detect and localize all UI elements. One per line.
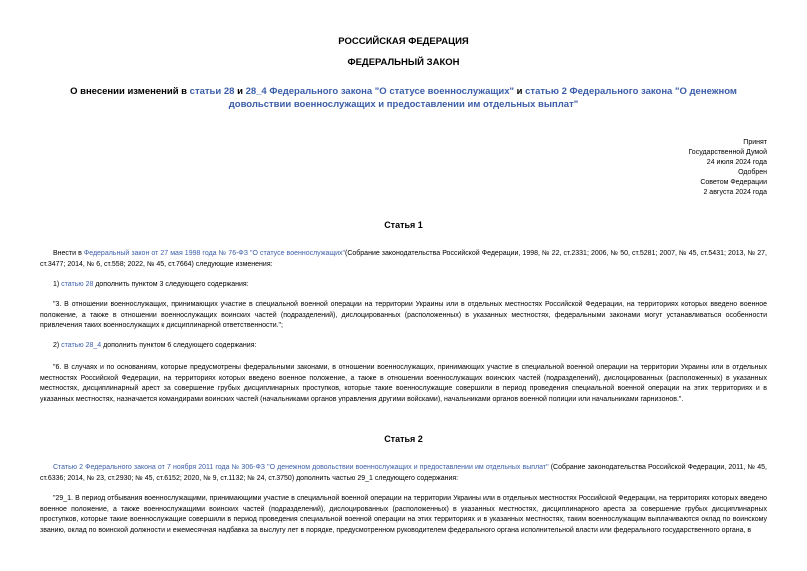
paragraph-text: (Собрание законодательства Российской Федерации, 1998, № 22, ст.2331; 2006, № 50, ст.5281; 2007, № 45, ст.5431; 2013, № 27, ст.3477; 2014, № 6, ст.558; 2022, № 45, ст.7664) следующие изменения: bbox=[40, 250, 767, 268]
title-text: и bbox=[234, 86, 246, 97]
article-2-intro bbox=[40, 463, 767, 484]
article-1-heading: Статья 1 bbox=[384, 220, 423, 230]
law-306-fz-link[interactable]: Статью 2 Федерального закона от 7 ноября 2011 года № 306-ФЗ "О денежном довольствии военнослужащих и предоставлении им отдельных выплат" bbox=[53, 464, 549, 471]
doc-type-header: ФЕДЕРАЛЬНЫЙ ЗАКОН bbox=[347, 57, 460, 68]
article-2-part-29-1: "29_1. В период отбывания военнослужащими, принимающими участие в специальной военной операции на территории Украины или в отдельных местностях Российской Федерации, на территориях которых введено военное положение, а также военнослужащими воинских частей (подразделений), дислоцированных (расположенных) в указанных местностях, дисциплинарного ареста за совершение грубых дисциплинарных проступков, которые такие военнослужащие совершили в период проведения специальной военной операции на этих территориях и в указанных местностях, таким военнослужащим выплачиваются оклад по воинскому званию, оклад по воинской должности и ежемесячная надбавка за выслугу лет в порядке, предусмотренном руководителем федерального органа исполнительной власти или федерального государственного органа, в bbox=[40, 495, 767, 534]
item-number: 2) bbox=[53, 342, 62, 349]
adopted-date: 24 июля 2024 года bbox=[706, 159, 767, 166]
article-1-intro bbox=[40, 249, 767, 270]
article-1-item-1 bbox=[53, 280, 767, 291]
article-2-heading: Статья 2 bbox=[384, 434, 423, 444]
adopted-body: Государственной Думой bbox=[688, 149, 767, 156]
article-1-item-2-text: "6. В случаях и по основаниям, которые предусмотрены федеральными законами, в отношении военнослужащих, принимающих участие в специальной военной операции на территории Украины или в отдельных местностях Российской Федерации, на территориях которых введено военное положение, а также в отношении военнослужащих воинских частей (подразделений), дислоцированных (расположенных) в указанных местностях, дисциплинарный арест за совершение грубых дисциплинарных проступков, которые такие военнослужащие совершили в период проведения специальной военной операции на этих территориях и в указанных местностях, назначается командирами воинских частей (начальниками органов управления другими войсками), начальниками органов военной полиции или начальниками гарнизонов.". bbox=[40, 364, 767, 403]
title-text: и bbox=[514, 86, 526, 97]
law-title bbox=[40, 85, 767, 111]
item-number: 1) bbox=[53, 281, 62, 288]
article-1-item-2 bbox=[53, 341, 767, 352]
title-link-article-28-4[interactable]: 28_4 Федерального закона "О статусе военнослужащих" bbox=[245, 86, 515, 97]
adopted-label: Принят bbox=[743, 139, 767, 146]
paragraph-text: Внести в bbox=[53, 250, 84, 257]
federation-header: РОССИЙСКАЯ ФЕДЕРАЦИЯ bbox=[338, 36, 469, 47]
title-link-article-28[interactable]: статьи 28 bbox=[189, 86, 235, 97]
item-text: дополнить пунктом 3 следующего содержания: bbox=[93, 281, 249, 288]
approved-body: Советом Федерации bbox=[700, 179, 767, 186]
approved-label: Одобрен bbox=[738, 169, 767, 176]
paragraph-text: (Собрание законодательства Российской Федерации, 2011, № 45, ст.6336; 2014, № 23, ст.2930; № 45, ст.6152; 2020, № 9, ст.1132; № 24, ст.3750) дополнить частью 29_1 следующего содержания: bbox=[40, 464, 767, 482]
article-28-link[interactable]: статью 28 bbox=[61, 281, 94, 288]
adoption-info bbox=[688, 138, 767, 198]
article-1-item-1-text: "3. В отношении военнослужащих, принимающих участие в специальной военной операции на территории Украины или в отдельных местностях Российской Федерации, на территориях которых введено военное положение, а также в отношении военнослужащих воинских частей (подразделений), дислоцированных (расположенных) в указанных местностях, федеральными законами могут устанавливаться особенности привлечения таких военнослужащих к дисциплинарной ответственности."; bbox=[40, 301, 767, 329]
title-link-article-2[interactable]: статью 2 Федерального закона "О денежном довольствии военнослужащих и предоставлении им отдельных выплат" bbox=[228, 86, 737, 110]
item-text: дополнить пунктом 6 следующего содержания: bbox=[101, 342, 257, 349]
title-text: О внесении изменений в bbox=[70, 86, 190, 97]
article-28-4-link[interactable]: статью 28_4 bbox=[61, 342, 102, 349]
law-76-fz-link[interactable]: Федеральный закон от 27 мая 1998 года № 76-ФЗ "О статусе военнослужащих" bbox=[83, 250, 345, 257]
approved-date: 2 августа 2024 года bbox=[703, 189, 767, 196]
